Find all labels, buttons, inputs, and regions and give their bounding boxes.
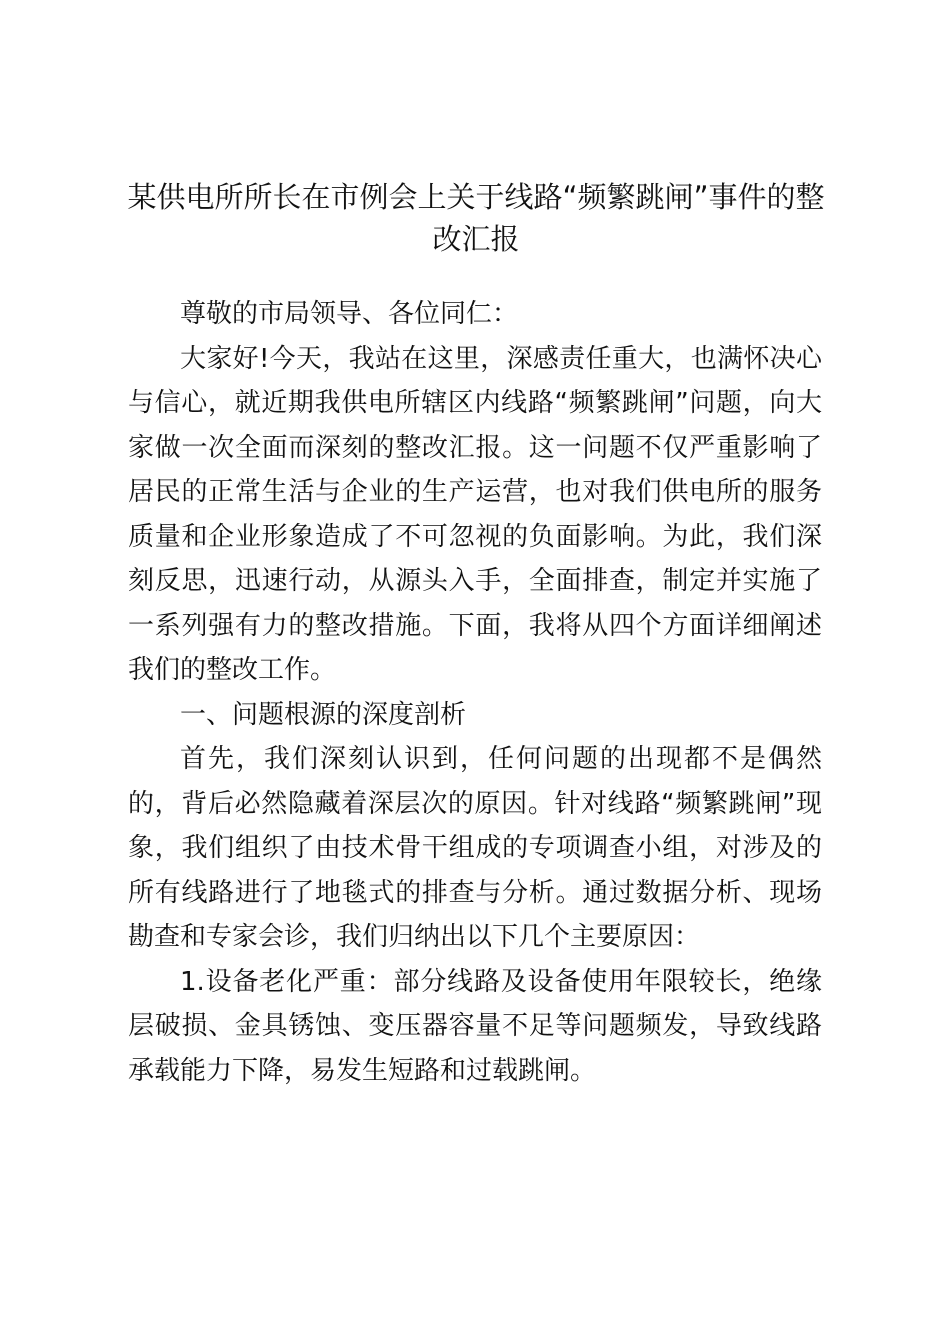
document-title: 某供电所所长在市例会上关于线路“频繁跳闸”事件的整改汇报 [127, 180, 825, 256]
document-body [128, 292, 822, 1093]
cause-item-1: 1.设备老化严重：部分线路及设备使用年限较长，绝缘层破损、金具锈蚀、变压器容量不足等问题频发，导致线路承载能力下降，易发生短路和过载跳闸。 [128, 966, 822, 1086]
section-heading: 一、问题根源的深度剖析 [180, 699, 467, 730]
salutation-paragraph: 尊敬的市局领导、各位同仁： [180, 299, 519, 329]
opening-paragraph: 大家好!今天，我站在这里，深感责任重大，也满怀决心与信心，就近期我供电所辖区内线路“频繁跳闸”问题，向大家做一次全面而深刻的整改汇报。这一问题不仅严重影响了居民的正常生活与企业的生产运营，也对我们供电所的服务质量和企业形象造成了不可忽视的负面影响。为此，我们深刻反思，迅速行动，从源头入手，全面排查，制定并实施了一系列强有力的整改措施。下面，我将从四个方面详细阐述我们的整改工作。 [128, 343, 822, 685]
analysis-paragraph: 首先，我们深刻认识到，任何问题的出现都不是偶然的，背后必然隐藏着深层次的原因。针对线路“频繁跳闸”现象，我们组织了由技术骨干组成的专项调查小组，对涉及的所有线路进行了地毯式的排查与分析。通过数据分析、现场勘查和专家会诊，我们归纳出以下几个主要原因： [128, 744, 822, 952]
